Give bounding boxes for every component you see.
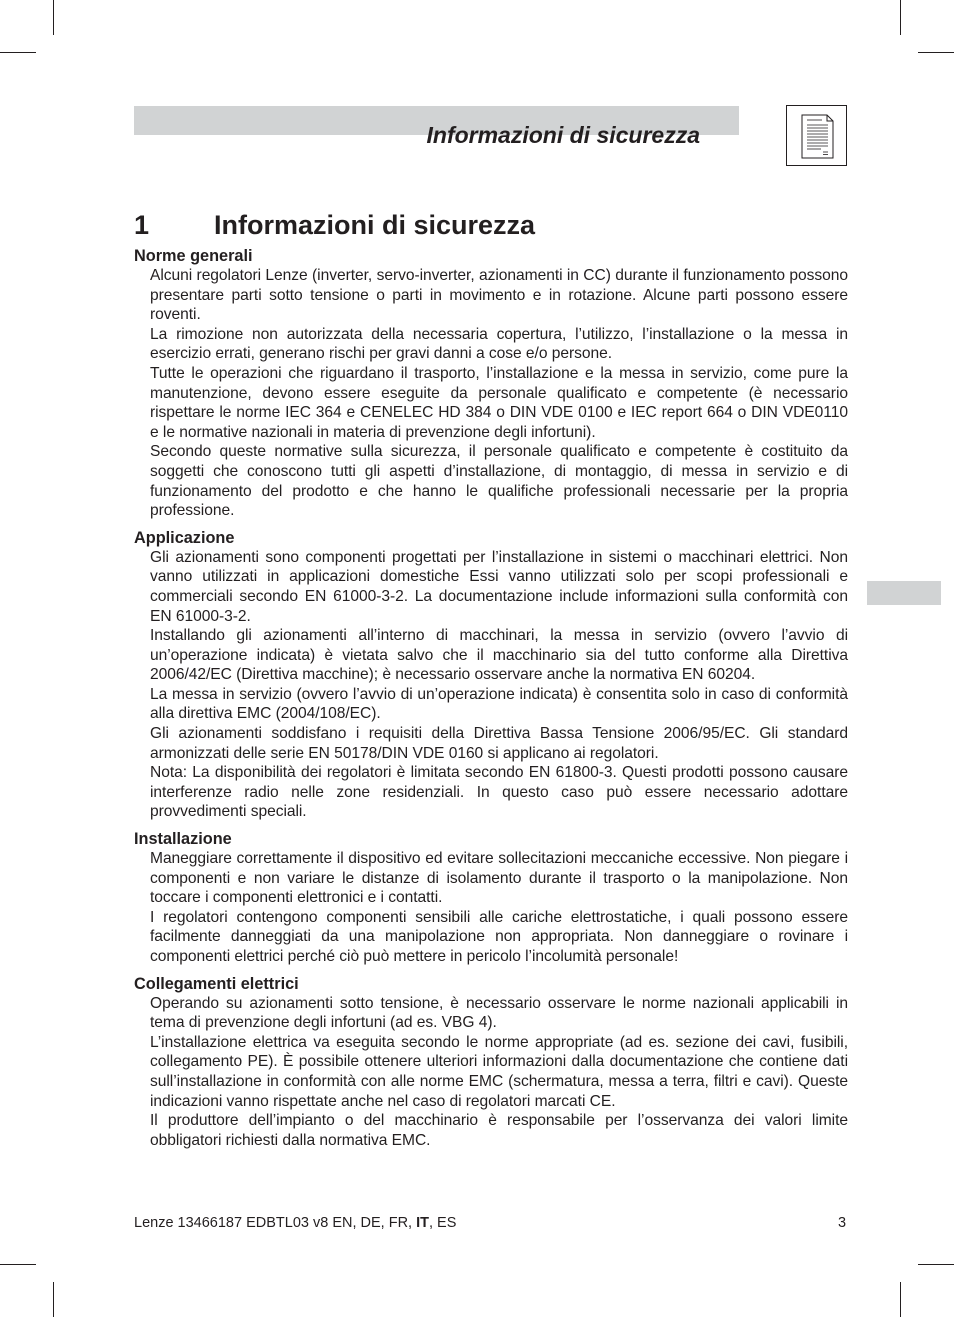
footer-language-current: IT (416, 1215, 429, 1231)
crop-mark (918, 52, 954, 53)
paragraph: I regolatori contengono componenti sensibili alle cariche elettrostatiche, i quali possono essere facilmente danneggiati da una manipolazione non appropriata. Non danneggiare o rovinare i componenti elettrici perché ciò può mettere in pericolo l’incolumità personale! (150, 908, 848, 965)
footer-document-id (134, 1214, 456, 1232)
chapter-heading (134, 208, 535, 242)
document-icon (786, 105, 847, 166)
paragraph: Secondo queste normative sulla sicurezza, il personale qualificato e competente è costituito da soggetti che conoscono tutti gli aspetti d’installazione, di montaggio, di messa in servizio e di funzionamento del prodotto e che hanno le qualifiche professionali necessarie per la propria professione. (150, 443, 848, 520)
crop-mark (918, 1264, 954, 1265)
section-heading: Applicazione (134, 528, 235, 547)
paragraph: Il produttore dell’impianto o del macchinario è responsabile per l’osservanza dei valori limite obbligatori richiesti dalla normativa EMC. (150, 1112, 848, 1149)
paragraph: Tutte le operazioni che riguardano il trasporto, l’installazione e la messa in servizio, come pure la manutenzione, devono essere eseguite da personale qualificato e competente (è necessario rispettare le norme IEC 364 e CENELEC HD 384 o DIN VDE 0100 e IEC report 664 o DIN VDE0110 e le normative nazionali in materia di prevenzione degli infortuni). (150, 364, 848, 441)
footer-suffix: , ES (429, 1215, 457, 1231)
footer-prefix: Lenze 13466187 EDBTL03 v8 EN, DE, FR, (134, 1215, 417, 1231)
document-body (134, 246, 848, 1150)
crop-mark (900, 1282, 901, 1317)
paragraph: L’installazione elettrica va eseguita secondo le norme appropriate (ad es. sezione dei cavi, fusibili, collegamento PE). È possibile ottenere ulteriori informazioni dalla documentazione che contiene dati sull’installazione in conformità con alle norme EMC (schermatura, messa a terra, filtri e cavi). Queste indicazioni vanno rispettate anche nel caso di regolatori marcati CE. (150, 1033, 848, 1110)
section-heading: Norme generali (134, 247, 253, 265)
section-applicazione (134, 528, 848, 822)
section-heading: Collegamenti elettrici (134, 974, 299, 993)
section-norme-generali (134, 246, 848, 521)
running-header-title: Informazioni di sicurezza (426, 122, 700, 148)
chapter-number: 1 (134, 210, 150, 240)
section-collegamenti-elettrici (134, 974, 848, 1151)
paragraph: Nota: La disponibilità dei regolatori è limitata secondo EN 61800-3. Questi prodotti possono causare interferenze radio nelle zone residenziali. In questo caso può essere necessario adottare provvedimenti speciali. (150, 764, 848, 821)
crop-mark (53, 0, 54, 35)
paragraph: Operando su azionamenti sotto tensione, è necessario osservare le norme nazionali applicabili in tema di prevenzione degli infortuni (ad es. VBG 4). (150, 994, 848, 1032)
crop-mark (0, 1264, 36, 1265)
paragraph: La rimozione non autorizzata della necessaria copertura, l’utilizzo, l’installazione o la messa in esercizio errati, generano rischi per gravi danni a cose e/o persone. (150, 325, 848, 363)
chapter-side-tab (867, 581, 941, 605)
crop-mark (0, 52, 36, 53)
crop-mark (900, 0, 901, 35)
paragraph: Installando gli azionamenti all’interno di macchinari, la messa in servizio (ovvero l’avvio di un’operazione indicata) è vietata salvo che il macchinario sia del tutto conforme alla Direttiva 2006/42/EC (Direttiva macchine); è necessario osservare anche la normativa EN 60204. (150, 627, 848, 684)
paragraph: Gli azionamenti sono componenti progettati per l’installazione in sistemi o macchinari elettrici. Non vanno utilizzati in applicazioni domestiche Essi vanno utilizzati solo per scopi professionali e commerciali secondo EN 61000-3-2. La documentazione include informazioni sulla conformità con EN 61000-3-2. (150, 548, 848, 625)
page-number: 3 (838, 1215, 847, 1231)
section-heading: Installazione (134, 830, 232, 849)
paragraph: La messa in servizio (ovvero l’avvio di un’operazione indicata) è consentita solo in caso di conformità alla direttiva EMC (2004/108/EC). (150, 685, 848, 723)
chapter-title: Informazioni di sicurezza (214, 210, 536, 240)
section-installazione (134, 829, 848, 967)
crop-mark (53, 1282, 54, 1317)
paragraph: Maneggiare correttamente il dispositivo ed evitare sollecitazioni meccaniche eccessive. Non piegare i componenti e non variare le distanze di isolamento durante il trasporto o la manipolazione. Non toccare i componenti elettronici e i contatti. (150, 850, 848, 907)
paragraph: Gli azionamenti soddisfano i requisiti della Direttiva Bassa Tensione 2006/95/EC. Gli standard armonizzati delle serie EN 50178/DIN VDE 0160 si applicano ai regolatori. (150, 725, 848, 762)
paragraph: Alcuni regolatori Lenze (inverter, servo-inverter, azionamenti in CC) durante il funzionamento possono presentare parti sotto tensione o parti in movimento e in rotazione. Alcune parti possono essere roventi. (150, 267, 848, 324)
